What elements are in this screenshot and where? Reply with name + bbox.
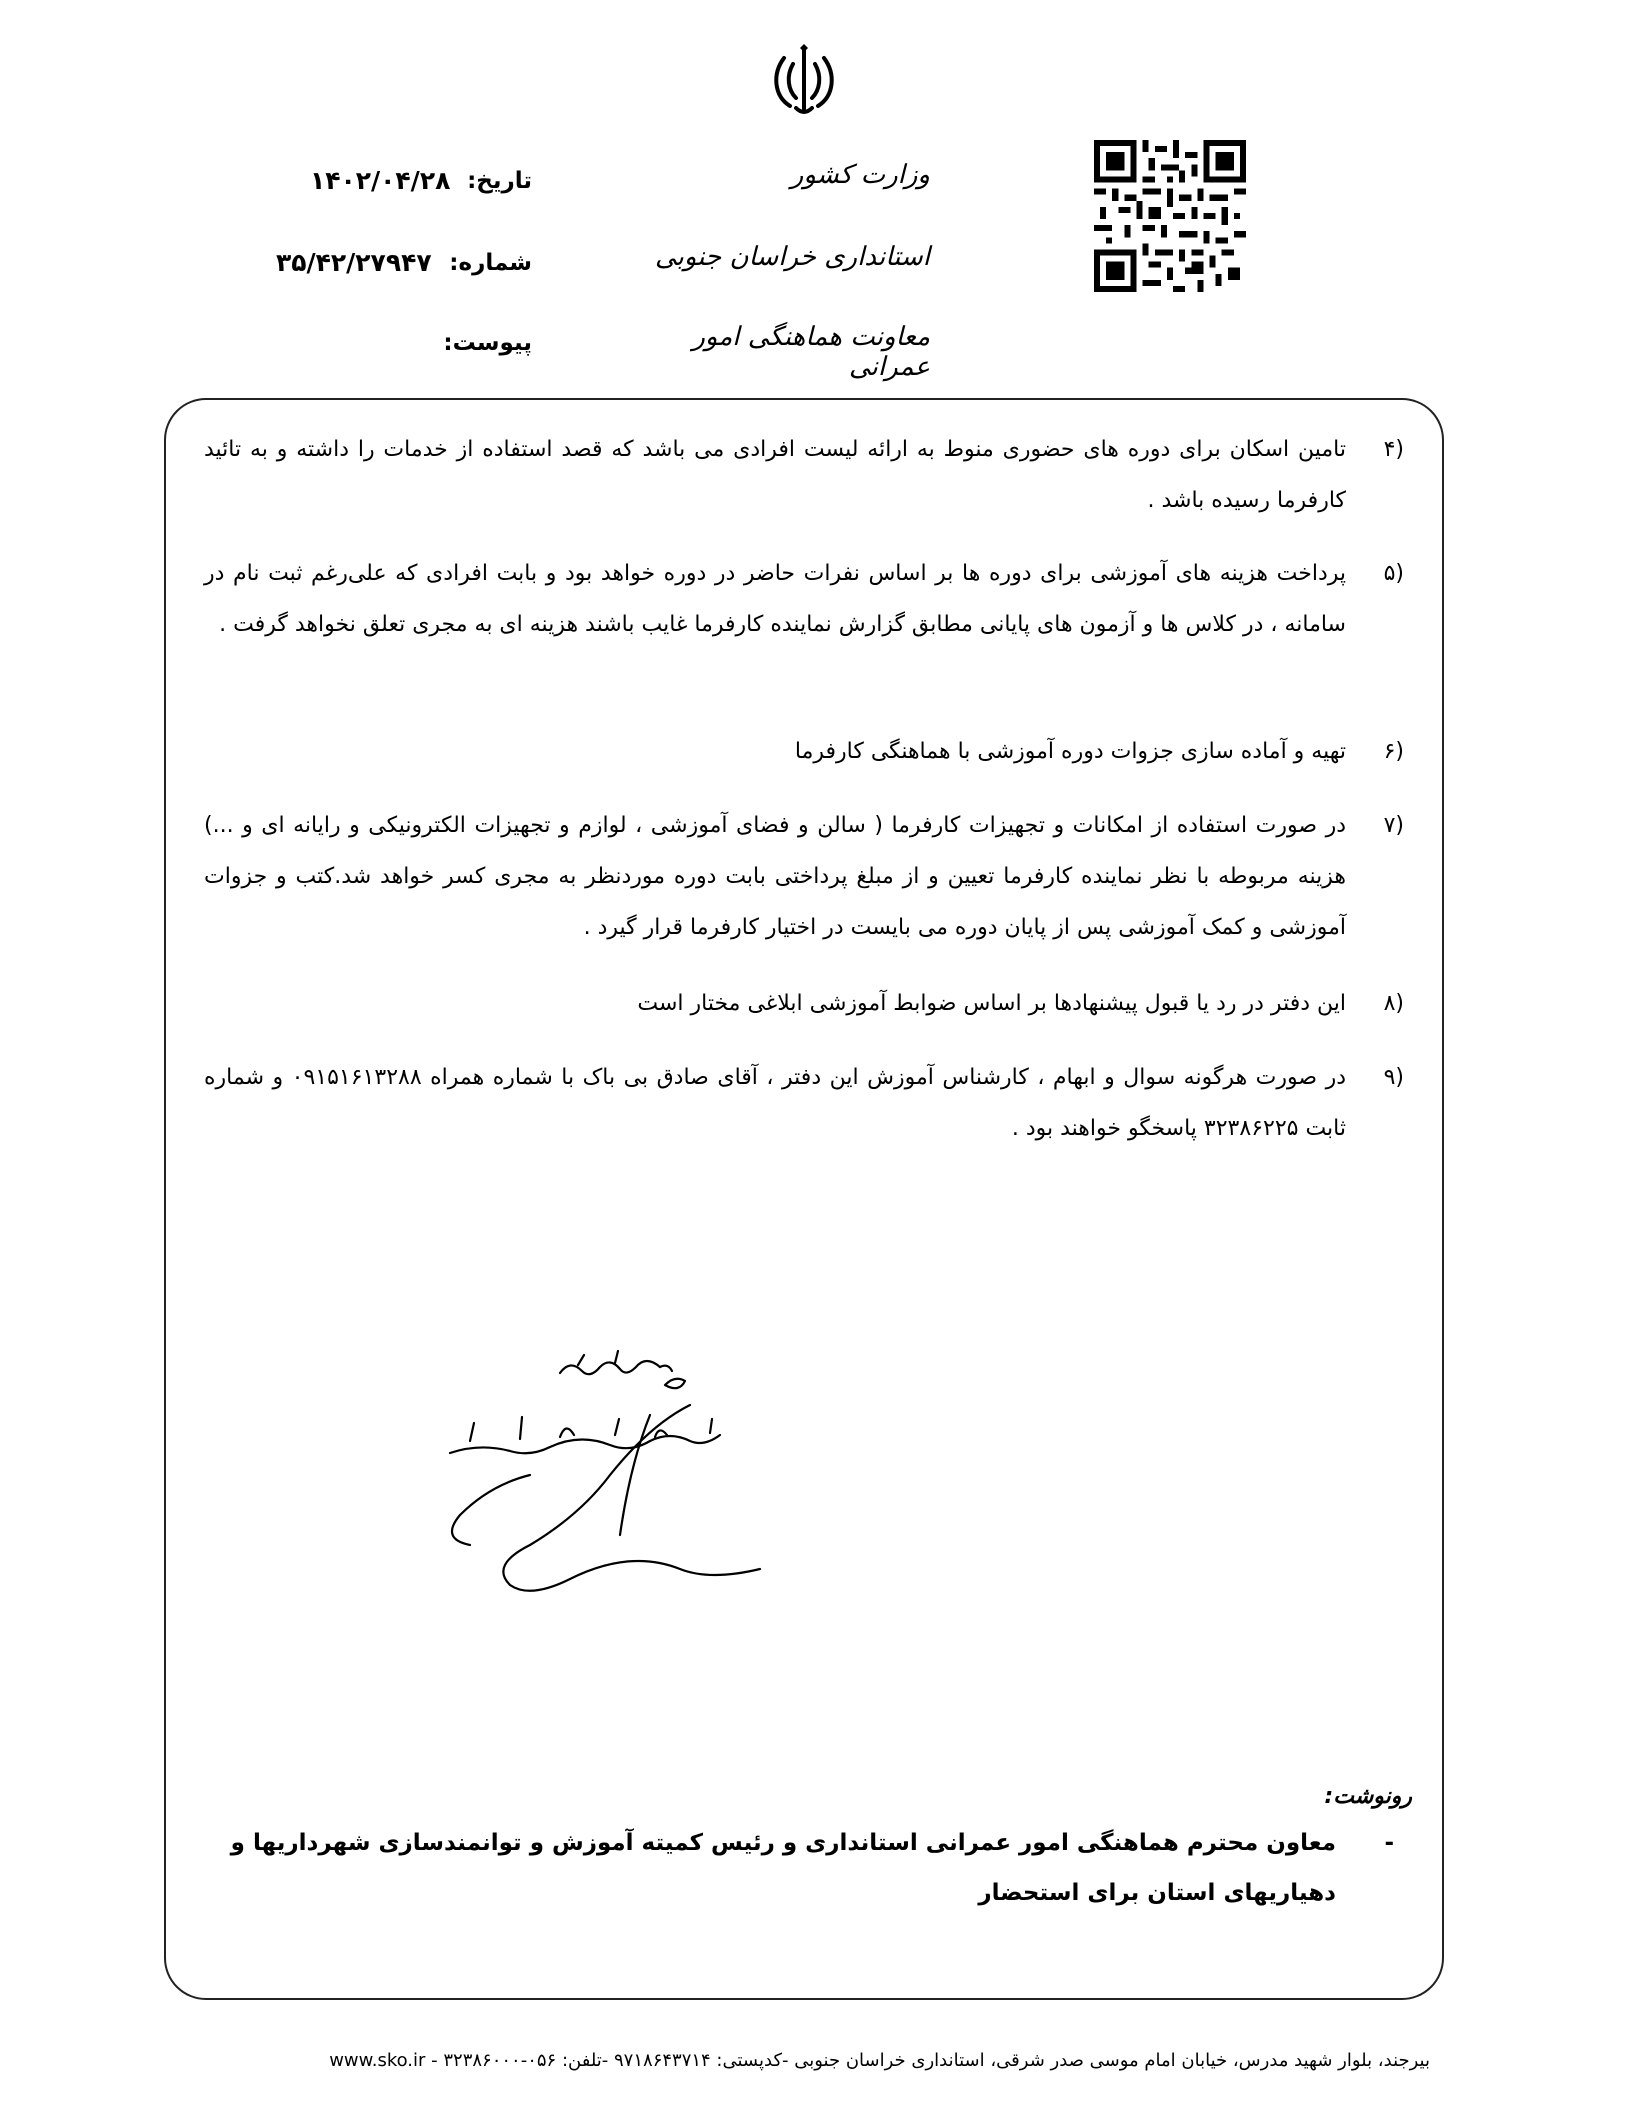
list-item [204,978,1404,1029]
item-text: تامین اسکان برای دوره های حضوری منوط به ارائه لیست افرادی می باشد که قصد استفاده از خدمات را داشته و به تائید کارفرما رسیده باشد . [204,437,1346,513]
iran-emblem-icon [766,44,842,120]
item-text: این دفتر در رد یا قبول پیشنهادها بر اساس ضوابط آموزشی ابلاغی مختار است [637,991,1346,1016]
item-text: در صورت هرگونه سوال و ابهام ، کارشناس آموزش این دفتر ، آقای صادق بی باک با شماره همراه ۰۹۱۵۱۶۱۳۲۸۸ و شماره ثابت ۳۲۳۸۶۲۲۵ پاسخگو خواهند بود . [204,1065,1346,1141]
cc-title: رونوشت: [1324,1784,1412,1809]
item-number: (۹ [1383,1065,1404,1090]
footer-address: بیرجند، بلوار شهید مدرس، خیابان امام موسی صدر شرقی، استانداری خراسان جنوبی -کدپستی: ۹۷۱۸۶۴۳۷۱۴ -تلفن: ۰۵۶-۳۲۳۸۶۰۰۰ - www.sko.ir [329,2050,1430,2071]
item-number: (۶ [1383,739,1404,764]
number-value: ۳۵/۴۲/۲۷۹۴۷ [276,248,432,277]
org-deputy: معاونت هماهنگی امور عمرانی [692,322,930,382]
item-number: (۸ [1383,991,1404,1016]
item-number: (۵ [1383,561,1404,586]
org-ministry: وزارت کشور [790,160,930,190]
cc-recipient [214,1818,1394,1918]
list-item [204,800,1404,953]
number-label: شماره: [449,250,532,276]
item-text: در صورت استفاده از امکانات و تجهیزات کارفرما ( سالن و فضای آموزشی ، لوازم و تجهیزات الکترونیکی و رایانه ای و ...) هزینه مربوطه با نظر نماینده کارفرما تعیین و از مبلغ پرداختی بابت دوره موردنظر به مجری کسر خواهد شد.کتب و جزوات آموزشی و کمک آموزشی پس از پایان دوره می بایست در اختیار کارفرما قرار گیرد . [204,813,1346,940]
date-value: ۱۴۰۲/۰۴/۲۸ [310,166,451,195]
list-item [204,1052,1404,1154]
item-text: پرداخت هزینه های آموزشی برای دوره ها بر اساس نفرات حاضر در دوره خواهد بود و بابت افرادی که علی‌رغم ثبت نام در سامانه ، در کلاس ها و آزمون های پایانی مطابق گزارش نماینده کارفرما غایب باشند هزینه ای به مجری تعلق نخواهد گرفت . [204,561,1346,637]
cc-text: معاون محترم هماهنگی امور عمرانی استانداری و رئیس کمیته آموزش و توانمندسازی شهرداریها و دهیاریهای استان برای استحضار [230,1830,1336,1906]
item-text: تهیه و آماده سازی جزوات دوره آموزشی با هماهنگی کارفرما [794,739,1346,764]
attachment-label: پیوست: [443,330,532,356]
org-governorate: استانداری خراسان جنوبی [654,242,930,272]
list-item [204,726,1404,777]
qr-code-icon [1094,140,1246,292]
list-item [204,548,1404,650]
item-number: (۴ [1383,437,1404,462]
item-number: (۷ [1383,813,1404,838]
date-label: تاریخ: [467,168,532,194]
cc-dash: - [1384,1830,1394,1856]
list-item [204,424,1404,526]
handwritten-signature [410,1345,790,1605]
